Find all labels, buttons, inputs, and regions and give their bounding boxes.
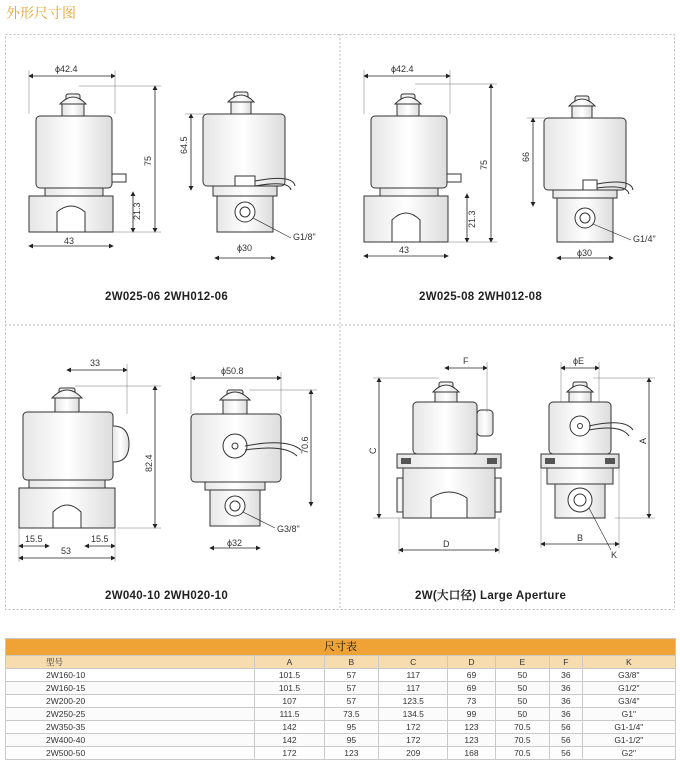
dim-height-total: 75: [479, 159, 489, 170]
dim-body-height: 21.3: [132, 202, 142, 220]
table-title: 尺寸表: [6, 639, 676, 656]
diagram-2w025-06: [29, 64, 316, 303]
page-title: 外形尺寸图: [6, 5, 76, 21]
dim-side-left: 15.5: [25, 534, 43, 544]
dim-diameter-bottom: ϕ32: [227, 538, 243, 548]
dim-base-width: 43: [399, 245, 410, 255]
table-cell: 50: [495, 695, 550, 708]
dim-diameter-right: ϕ30: [577, 248, 593, 258]
dim-height-total: 75: [143, 155, 153, 166]
table-cell: 70.5: [495, 747, 550, 760]
dim-port-thread: G1/8": [293, 232, 316, 242]
diagram-large-aperture: [368, 356, 655, 602]
diagram-2w025-08: [364, 64, 656, 303]
table-cell: 99: [448, 708, 495, 721]
table-cell: 117: [379, 669, 448, 682]
table-row: [6, 734, 676, 747]
table-cell: 123: [448, 734, 495, 747]
diagram-caption: 2W025-06 2WH012-06: [105, 291, 229, 303]
table-cell: 70.5: [495, 721, 550, 734]
diagram-caption: 2W(大口径) Large Aperture: [415, 590, 567, 602]
table-cell: 70.5: [495, 734, 550, 747]
table-cell: 56: [550, 734, 583, 747]
dim-diameter-left: ϕ42.4: [55, 64, 78, 74]
table-cell: 57: [324, 695, 379, 708]
table-cell: 36: [550, 682, 583, 695]
dim-b: B: [577, 533, 584, 543]
dim-f: F: [463, 356, 469, 366]
dim-e: ϕE: [573, 356, 585, 366]
table-row: [6, 669, 676, 682]
table-cell: 134.5: [379, 708, 448, 721]
dim-height-total: 82.4: [144, 454, 154, 472]
dim-base-width: 43: [64, 236, 75, 246]
dim-k: K: [611, 550, 618, 560]
table-cell: 123.5: [379, 695, 448, 708]
table-cell: 2W400-40: [6, 734, 255, 747]
table-cell: 2W160-15: [6, 682, 255, 695]
table-cell: 95: [324, 721, 379, 734]
table-row: [6, 747, 676, 760]
table-cell: 117: [379, 682, 448, 695]
dim-height-right: 66: [521, 151, 531, 162]
column-header: D: [448, 656, 495, 669]
table-cell: 50: [495, 669, 550, 682]
valve-side-view: [397, 382, 501, 518]
table-cell: 36: [550, 695, 583, 708]
dim-d: D: [443, 539, 450, 549]
dim-port-thread: G1/4": [633, 234, 656, 244]
table-cell: 69: [448, 669, 495, 682]
table-row: [6, 695, 676, 708]
table-cell: 123: [324, 747, 379, 760]
valve-front-view: [544, 96, 633, 242]
table-cell: 123: [448, 721, 495, 734]
column-header: B: [324, 656, 379, 669]
valve-side-view: [364, 94, 461, 242]
valve-side-view: [29, 94, 126, 232]
column-header: 型号: [6, 656, 255, 669]
table-cell: 101.5: [255, 669, 324, 682]
table-cell: G2": [582, 747, 675, 760]
table-cell: 142: [255, 721, 324, 734]
table-cell: 101.5: [255, 682, 324, 695]
column-header: F: [550, 656, 583, 669]
table-cell: G3/8": [582, 669, 675, 682]
table-row: [6, 708, 676, 721]
dim-height-right: 64.5: [179, 136, 189, 154]
dim-body-height: 21.3: [467, 210, 477, 228]
table-cell: 2W250-25: [6, 708, 255, 721]
column-header: K: [582, 656, 675, 669]
dim-height-right: 70.6: [300, 436, 310, 454]
table-cell: 168: [448, 747, 495, 760]
table-cell: 209: [379, 747, 448, 760]
table-cell: 57: [324, 682, 379, 695]
dim-base-width: 53: [61, 546, 72, 556]
table-cell: 50: [495, 682, 550, 695]
diagram-caption: 2W040-10 2WH020-10: [105, 590, 229, 602]
table-cell: 2W160-10: [6, 669, 255, 682]
diagram-caption: 2W025-08 2WH012-08: [419, 291, 543, 303]
table-cell: G1": [582, 708, 675, 721]
table-cell: 73: [448, 695, 495, 708]
dimension-drawings: [5, 34, 675, 610]
table-cell: G1/2": [582, 682, 675, 695]
table-cell: 2W500-50: [6, 747, 255, 760]
dimension-table: [5, 638, 676, 760]
table-cell: 57: [324, 669, 379, 682]
table-header-row: [6, 656, 676, 669]
table-cell: 2W200-20: [6, 695, 255, 708]
column-header: E: [495, 656, 550, 669]
dim-diameter-right: ϕ30: [237, 243, 253, 253]
table-cell: G1-1/4": [582, 721, 675, 734]
table-row: [6, 682, 676, 695]
dim-diameter-left: ϕ42.4: [391, 64, 414, 74]
table-cell: 142: [255, 734, 324, 747]
table-cell: G3/4": [582, 695, 675, 708]
table-row: [6, 721, 676, 734]
valve-side-view: [19, 388, 129, 528]
dim-a: A: [638, 437, 648, 444]
table-cell: 2W350-35: [6, 721, 255, 734]
table-cell: 107: [255, 695, 324, 708]
valve-front-view: [191, 390, 301, 526]
table-cell: 73.5: [324, 708, 379, 721]
dim-top-width: 33: [90, 358, 101, 368]
table-cell: 36: [550, 669, 583, 682]
column-header: C: [379, 656, 448, 669]
table-cell: 69: [448, 682, 495, 695]
dim-c: C: [368, 447, 378, 454]
table-cell: 95: [324, 734, 379, 747]
table-cell: 172: [379, 734, 448, 747]
table-cell: G1-1/2": [582, 734, 675, 747]
table-cell: 56: [550, 747, 583, 760]
table-cell: 172: [255, 747, 324, 760]
table-cell: 36: [550, 708, 583, 721]
table-cell: 172: [379, 721, 448, 734]
column-header: A: [255, 656, 324, 669]
dim-side-right: 15.5: [91, 534, 109, 544]
dim-port-thread: G3/8": [277, 524, 300, 534]
table-cell: 111.5: [255, 708, 324, 721]
dim-diameter-top: ϕ50.8: [221, 366, 244, 376]
table-cell: 50: [495, 708, 550, 721]
diagram-2w040-10: [19, 358, 317, 602]
table-cell: 56: [550, 721, 583, 734]
valve-front-view: [203, 92, 295, 232]
